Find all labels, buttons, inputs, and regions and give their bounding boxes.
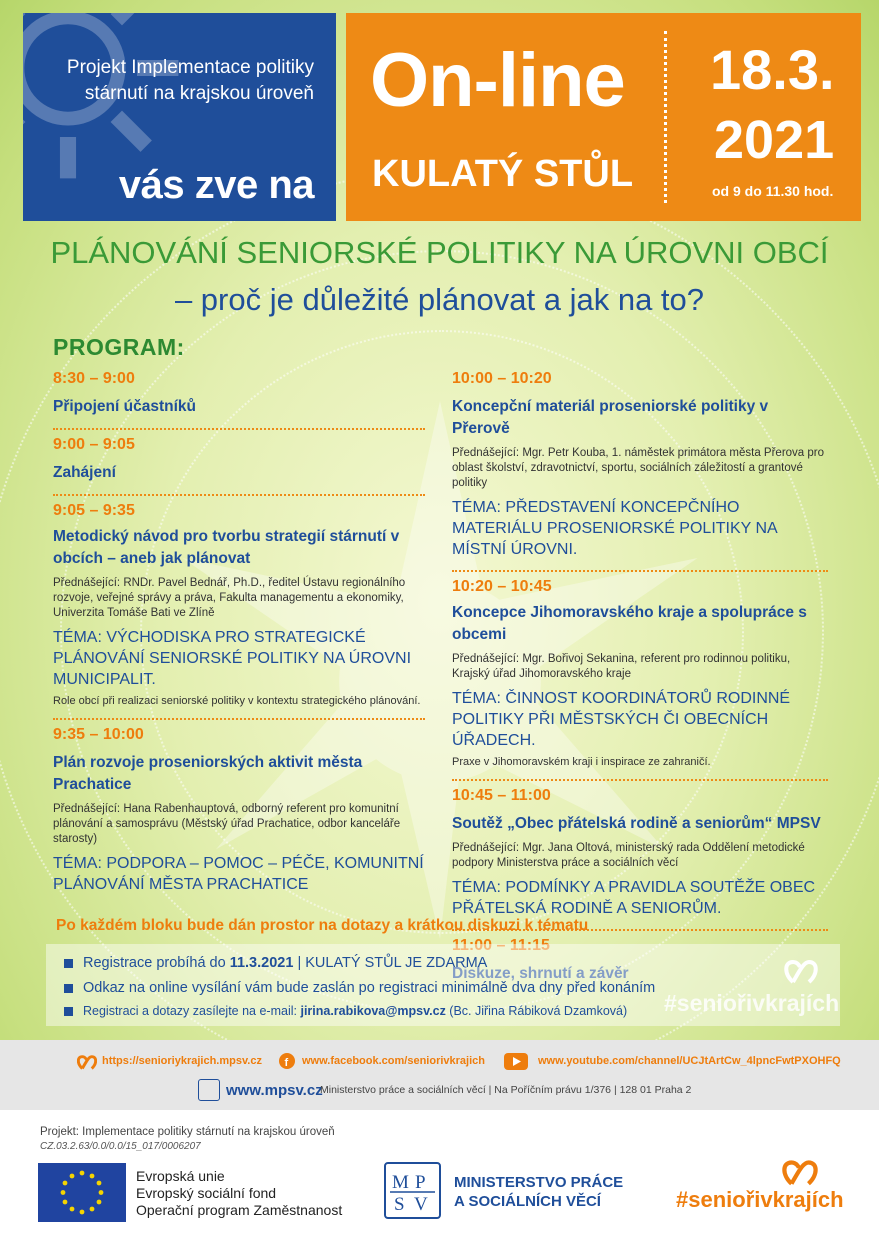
bullet-icon (64, 959, 73, 968)
eu-funding-text: Evropská unie Evropský sociální fond Operační program Zaměstnanost (136, 1168, 343, 1218)
svg-text:f: f (284, 1057, 289, 1069)
event-date-day: 18.3. (710, 38, 835, 101)
program-block (452, 370, 828, 560)
block-title: Metodický návod pro tvorbu strategií stárnutí v obcích – aneb jak plánovat (53, 528, 400, 567)
block-topic: TÉMA: ČINNOST KOORDINÁTORŮ RODINNÉ POLITIKY PŘI MĚSTSKÝCH ČI OBECNÍCH ÚŘADECH. (452, 690, 791, 749)
heart-logo-icon (784, 958, 818, 984)
registration-email-link[interactable]: jirina.rabikova@mpsv.cz (300, 1004, 446, 1018)
registration-deadline: Registrace probíhá do 11.3.2021 | KULATÝ STŮL JE ZDARMA (64, 955, 487, 971)
headline-main: PLÁNOVÁNÍ SENIORSKÉ POLITIKY NA ÚROVNI OBCÍ (50, 235, 829, 270)
block-note: Praxe v Jihomoravském kraji i inspirace ze zahraničí. (452, 756, 711, 768)
eu-flag-icon (38, 1163, 126, 1222)
block-speaker: Přednášející: Mgr. Petr Kouba, 1. náměstek primátora města Přerova pro oblast školství, zdravotnictví, sportu, sociálních záležitostí a grantové politiky (452, 447, 825, 489)
registration-date: 11.3.2021 (229, 955, 294, 971)
block-time: 8:30 – 9:00 (53, 370, 135, 387)
program-block (452, 570, 828, 769)
block-time: 9:05 – 9:35 (53, 502, 135, 519)
svg-text:P: P (415, 1172, 426, 1193)
registration-contact: Registraci a dotazy zasílejte na e-mail: jirina.rabikova@mpsv.cz (Bc. Jiřina Rábiková Dzamková) (64, 1004, 627, 1018)
block-topic: TÉMA: PŘEDSTAVENÍ KONCEPČNÍHO MATERIÁLU PROSENIORSKÉ POLITIKY NA MÍSTNÍ ÚROVNI. (452, 499, 777, 558)
block-topic: TÉMA: PODPORA – POMOC – PÉČE, KOMUNITNÍ PLÁNOVÁNÍ MĚSTA PRACHATICE (53, 855, 424, 893)
online-label: On-line (370, 38, 625, 123)
project-title-line2: stárnutí na krajskou úroveň (84, 83, 314, 104)
facebook-link[interactable]: www.facebook.com/seniorivkrajich (302, 1055, 485, 1067)
bullet-icon (64, 1007, 73, 1016)
block-title: Diskuze, shrnutí a závěr (452, 965, 629, 982)
registration-link-info: Odkaz na online vysílání vám bude zaslán po registraci minimálně dva dny před konáním (64, 980, 655, 996)
program-block (53, 428, 425, 484)
block-speaker: Přednášející: Mgr. Bořivoj Sekanina, referent pro rodinnou politiku, Krajský úřad Jihomoravského kraje (452, 653, 791, 680)
mpsv-small-logo-icon (198, 1079, 220, 1101)
ministry-address: Ministerstvo práce a sociálních věcí | Na Poříčním právu 1/376 | 128 01 Praha 2 (320, 1084, 692, 1096)
heart-logo-icon (77, 1054, 97, 1070)
event-time: od 9 do 11.30 hod. (712, 183, 834, 199)
dotted-divider (664, 31, 667, 203)
block-time: 10:00 – 10:20 (452, 370, 552, 387)
block-time: 9:00 – 9:05 (53, 436, 135, 453)
event-date-year: 2021 (714, 110, 835, 170)
hashtag-orange: #seniořivkrajích (676, 1187, 844, 1212)
block-speaker: Přednášející: Hana Rabenhauptová, odborný referent pro komunitní plánování a samosprávu (Městský úřad Prachatice, odbor kanceláře starosty) (53, 803, 401, 845)
discussion-note: Po každém bloku bude dán prostor na dotazy a krátkou diskuzi k tématu (56, 917, 589, 934)
footer-links-bar (0, 1040, 879, 1110)
block-speaker: Přednášející: Mgr. Jana Oltová, ministerský rada Oddělení metodické podpory Ministerstva práce a sociálních věcí (452, 842, 805, 869)
project-code: CZ.03.2.63/0.0/0.0/15_017/0006207 (40, 1141, 201, 1152)
program-left-column (53, 366, 425, 895)
program-label: PROGRAM: (53, 334, 185, 360)
block-speaker: Přednášející: RNDr. Pavel Bednář, Ph.D., ředitel Ústavu regionálního rozvoje, veřejné správy a práva, Fakulta managementu a ekonomiky, Univerzita Tomáše Bati ve Zlíně (53, 577, 406, 619)
ministry-name: MINISTERSTVO PRÁCE A SOCIÁLNÍCH VĚCÍ (454, 1174, 624, 1210)
headline-sub: – proč je důležité plánovat a jak na to? (174, 282, 705, 317)
block-time: 10:45 – 11:00 (452, 787, 551, 804)
svg-text:V: V (414, 1194, 428, 1215)
program-block (53, 718, 425, 895)
block-title: Soutěž „Obec přátelská rodině a seniorům“ MPSV (452, 815, 821, 832)
svg-text:M: M (392, 1172, 409, 1193)
block-title: Zahájení (53, 464, 116, 481)
mpsv-website-link[interactable]: www.mpsv.cz (226, 1082, 323, 1099)
block-title: Plán rozvoje proseniorských aktivit města Prachatice (53, 754, 363, 793)
hashtag-white: #seniořivkrajích (664, 990, 840, 1016)
block-topic: TÉMA: PODMÍNKY A PRAVIDLA SOUTĚŽE OBEC PŘÁTELSKÁ RODINĚ A SENIORŮM. (452, 879, 816, 917)
mpsv-logo-icon (384, 1162, 441, 1219)
block-time: 9:35 – 10:00 (53, 726, 144, 743)
block-title: Koncepční materiál proseniorské politiky v Přerově (452, 398, 769, 437)
invite-text: vás zve na (118, 163, 314, 207)
website-link[interactable]: https://senioriykrajich.mpsv.cz (102, 1055, 262, 1067)
project-title-line1: Projekt Implementace politiky (66, 57, 314, 78)
program-right-column (452, 366, 828, 985)
block-title: Koncepce Jihomoravského kraje a spolupráce s obcemi (452, 604, 807, 643)
round-table-label: KULATÝ STŮL (372, 153, 634, 195)
program-block (452, 779, 828, 919)
facebook-icon (279, 1053, 295, 1069)
block-time: 11:00 – 11:15 (452, 937, 550, 954)
program-block (53, 494, 425, 708)
svg-text:S: S (394, 1194, 405, 1215)
project-name: Projekt: Implementace politiky stárnutí na krajskou úroveň (40, 1126, 335, 1138)
block-title: Připojení účastníků (53, 398, 196, 415)
event-box (346, 13, 861, 221)
block-note: Role obcí při realizaci seniorské politiky v kontextu strategického plánování. (53, 695, 421, 707)
youtube-icon (504, 1053, 528, 1070)
bullet-icon (64, 984, 73, 993)
project-invite-box (23, 13, 336, 221)
block-time: 10:20 – 10:45 (452, 578, 552, 595)
heart-logo-icon (782, 1158, 818, 1186)
program-block (53, 370, 425, 418)
block-topic: TÉMA: VÝCHODISKA PRO STRATEGICKÉ PLÁNOVÁNÍ SENIORSKÉ POLITIKY NA ÚROVNI MUNICIPALIT. (53, 629, 412, 688)
youtube-link[interactable]: www.youtube.com/channel/UCJtArtCw_4lpncFwtPXOHFQ (538, 1055, 841, 1067)
